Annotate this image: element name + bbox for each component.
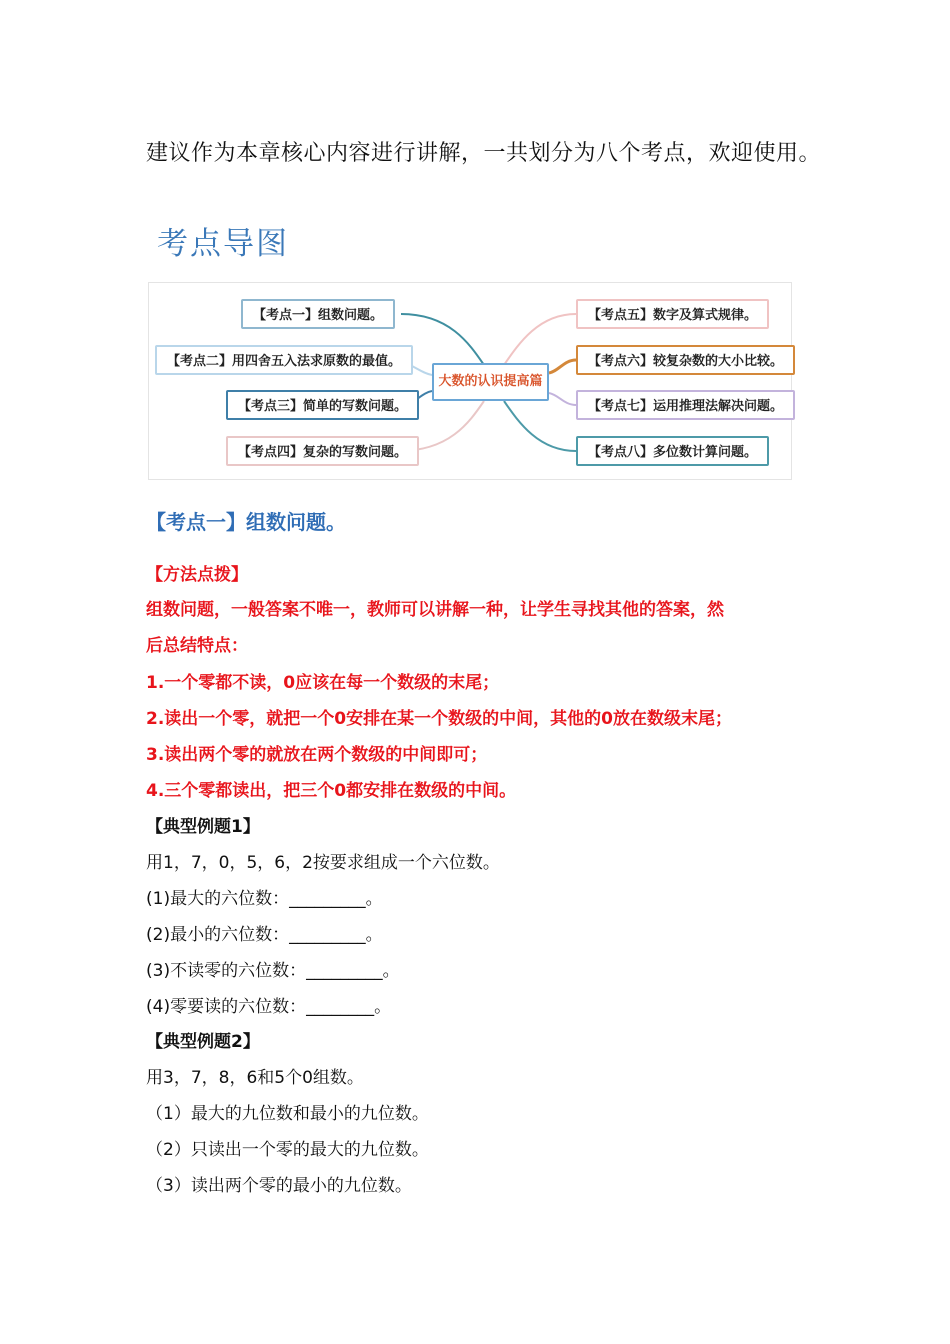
node-kaodian-2: 【考点二】用四舍五入法求原数的最值。 [155,345,413,375]
method-line: 后总结特点： [146,636,248,656]
mind-map [148,282,792,480]
example2-item: （1）最大的九位数和最小的九位数。 [146,1104,429,1124]
connector-1 [401,314,484,365]
method-line: 3.读出两个零的就放在两个数级的中间即可； [146,745,488,765]
node-kaodian-7: 【考点七】运用推理法解决问题。 [576,390,795,420]
method-heading: 【方法点拨】 [146,565,248,585]
section-title: 【考点一】组数问题。 [146,510,346,534]
mind-map-center: 大数的认识提高篇 [432,363,549,401]
connector-6 [549,360,576,373]
connector-8 [504,401,576,451]
method-line: 组数问题，一般答案不唯一，教师可以讲解一种，让学生寻找其他的答案，然 [146,600,724,620]
intro-paragraph: 建议作为本章核心内容进行讲解，一共划分为八个考点，欢迎使用。 [146,141,822,166]
mind-map-title: 考点导图 [157,226,289,262]
method-line: 4.三个零都读出，把三个0都安排在数级的中间。 [146,781,517,801]
node-kaodian-8: 【考点八】多位数计算问题。 [576,436,769,466]
node-kaodian-5: 【考点五】数字及算式规律。 [576,299,769,329]
connector-7 [549,393,576,405]
method-line: 2.读出一个零，就把一个0安排在某一个数级的中间，其他的0放在数级末尾； [146,709,732,729]
node-kaodian-3: 【考点三】简单的写数问题。 [226,390,419,420]
example1-item: (2)最小的六位数：_________。 [146,925,383,945]
node-kaodian-1: 【考点一】组数问题。 [241,299,395,329]
connector-5 [504,314,576,365]
example1-item: (3)不读零的六位数：_________。 [146,961,400,981]
example1-item: (4)零要读的六位数：________。 [146,997,392,1017]
node-kaodian-6: 【考点六】较复杂数的大小比较。 [576,345,795,375]
example2-item: （3）读出两个零的最小的九位数。 [146,1176,412,1196]
method-line: 1.一个零都不读，0应该在每一个数级的末尾； [146,673,500,693]
example2-heading: 【典型例题2】 [146,1032,260,1052]
node-kaodian-4: 【考点四】复杂的写数问题。 [226,436,419,466]
example1-heading: 【典型例题1】 [146,817,260,837]
example1-item: (1)最大的六位数：_________。 [146,889,383,909]
example2-item: （2）只读出一个零的最大的九位数。 [146,1140,429,1160]
example1-question: 用1，7，0，5，6，2按要求组成一个六位数。 [146,853,500,873]
example2-question: 用3，7，8，6和5个0组数。 [146,1068,364,1088]
